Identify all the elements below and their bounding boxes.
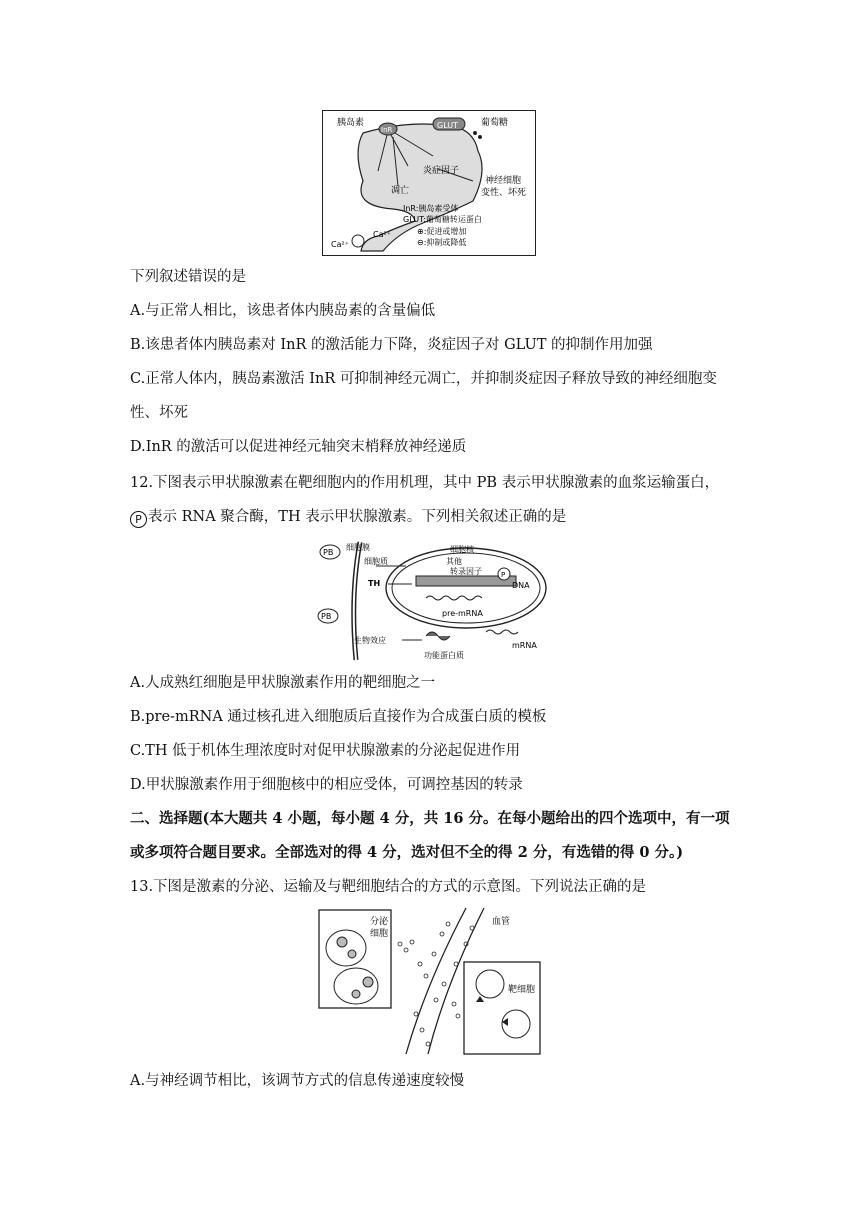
fig1-inr: InR [381, 126, 393, 134]
fig2-cytoplasm: 细胞质 [364, 557, 388, 566]
fig1-legend-4: ⊖:抑制或降低 [417, 238, 467, 247]
q12-option-d: D.甲状腺激素作用于细胞核中的相应受体，可调控基因的转录 [130, 777, 523, 793]
fig2-other-1: 其他 [446, 557, 462, 566]
fig2-pre-mrna: pre-mRNA [442, 609, 483, 618]
q12-option-b: B.pre-mRNA 通过核孔进入细胞质后直接作为合成蛋白质的模板 [130, 709, 547, 725]
figure-thyroid-mechanism-drawing [316, 536, 552, 664]
fig1-legend-2: GLUT:葡萄糖转运蛋白 [403, 215, 482, 224]
fig2-th: TH [368, 579, 381, 588]
fig1-glucose: 葡萄糖 [481, 118, 509, 128]
fig2-pb2: PB [321, 612, 332, 621]
figure-insulin-neuron [322, 110, 536, 256]
fig1-inflammation: 炎症因子 [423, 166, 460, 176]
fig2-dna: DNA [512, 581, 530, 590]
fig1-neuron-death-2: 变性、坏死 [481, 188, 527, 198]
fig2-effect: 生物效应 [354, 636, 386, 645]
fig1-legend-3: ⊕:促进或增加 [417, 227, 467, 236]
fig1-neuron-death-1: 神经细胞 [485, 176, 522, 186]
fig2-protein: 功能蛋白质 [424, 651, 464, 660]
figure-thyroid-mechanism [316, 536, 552, 664]
q13-option-a: A.与神经调节相比，该调节方式的信息传递速度较慢 [130, 1073, 465, 1089]
fig2-nucleus: 细胞核 [450, 545, 474, 554]
q11-stem-text: 下列叙述错误的是 [130, 269, 246, 285]
fig1-ca-1: Ca²⁺ [373, 230, 391, 239]
fig3-vessel: 血管 [492, 917, 511, 927]
fig3-secretory-1: 分泌 [370, 917, 389, 927]
q11-option-b: B.该患者体内胰岛素对 InR 的激活能力下降，炎症因子对 GLUT 的抑制作用加强 [130, 337, 653, 353]
figure-insulin-neuron-drawing [323, 111, 537, 257]
q12-stem-line1: 12.下图表示甲状腺激素在靶细胞内的作用机理，其中 PB 表示甲状腺激素的血浆运输蛋白， [130, 475, 720, 491]
q13-stem: 13.下图是激素的分泌、运输及与靶细胞结合的方式的示意图。下列说法正确的是 [130, 879, 647, 895]
p-circle-icon: P [130, 511, 147, 528]
q11-option-d: D.InR 的激活可以促进神经元轴突末梢释放神经递质 [130, 439, 467, 455]
fig2-membrane: 细胞膜 [346, 543, 370, 552]
q11-stem [130, 268, 246, 286]
fig1-apoptosis: 凋亡 [391, 186, 410, 196]
fig1-legend-1: InR:胰岛素受体 [403, 204, 459, 213]
fig2-mrna: mRNA [512, 641, 537, 650]
fig1-ca-2: Ca²⁺ [331, 240, 349, 249]
fig3-target: 靶细胞 [508, 985, 536, 995]
q12-option-a: A.人成熟红细胞是甲状腺激素作用的靶细胞之一 [130, 675, 436, 691]
q12-stem-line2 [130, 508, 566, 528]
q11-option-c-line1: C.正常人体内，胰岛素激活 InR 可抑制神经元凋亡，并抑制炎症因子释放导致的神经细胞变 [130, 371, 717, 387]
section2-heading-line1: 二、选择题(本大题共 4 小题，每小题 4 分，共 16 分。在每小题给出的四个选项中，有一项 [130, 810, 730, 827]
fig2-other-2: 转录因子 [450, 567, 482, 576]
q11-option-a: A.与正常人相比，该患者体内胰岛素的含量偏低 [130, 303, 436, 319]
figure-hormone-transport-drawing [316, 904, 546, 1058]
fig2-pb1: PB [323, 548, 334, 557]
fig3-secretory-2: 细胞 [370, 929, 389, 939]
fig1-insulin: 胰岛素 [337, 118, 365, 128]
q11-option-c-line2: 性、坏死 [130, 405, 188, 421]
q12-stem-line2-text: 表示 RNA 聚合酶，TH 表示甲状腺激素。下列相关叙述正确的是 [148, 509, 567, 525]
section2-heading-line2: 或多项符合题目要求。全部选对的得 4 分，选对但不全的得 2 分，有选错的得 0 分。) [130, 844, 684, 861]
fig2-p: P [501, 571, 506, 579]
figure-hormone-transport [316, 904, 546, 1058]
q12-option-c: C.TH 低于机体生理浓度时对促甲状腺激素的分泌起促进作用 [130, 743, 521, 759]
fig1-glut: GLUT [437, 121, 458, 130]
